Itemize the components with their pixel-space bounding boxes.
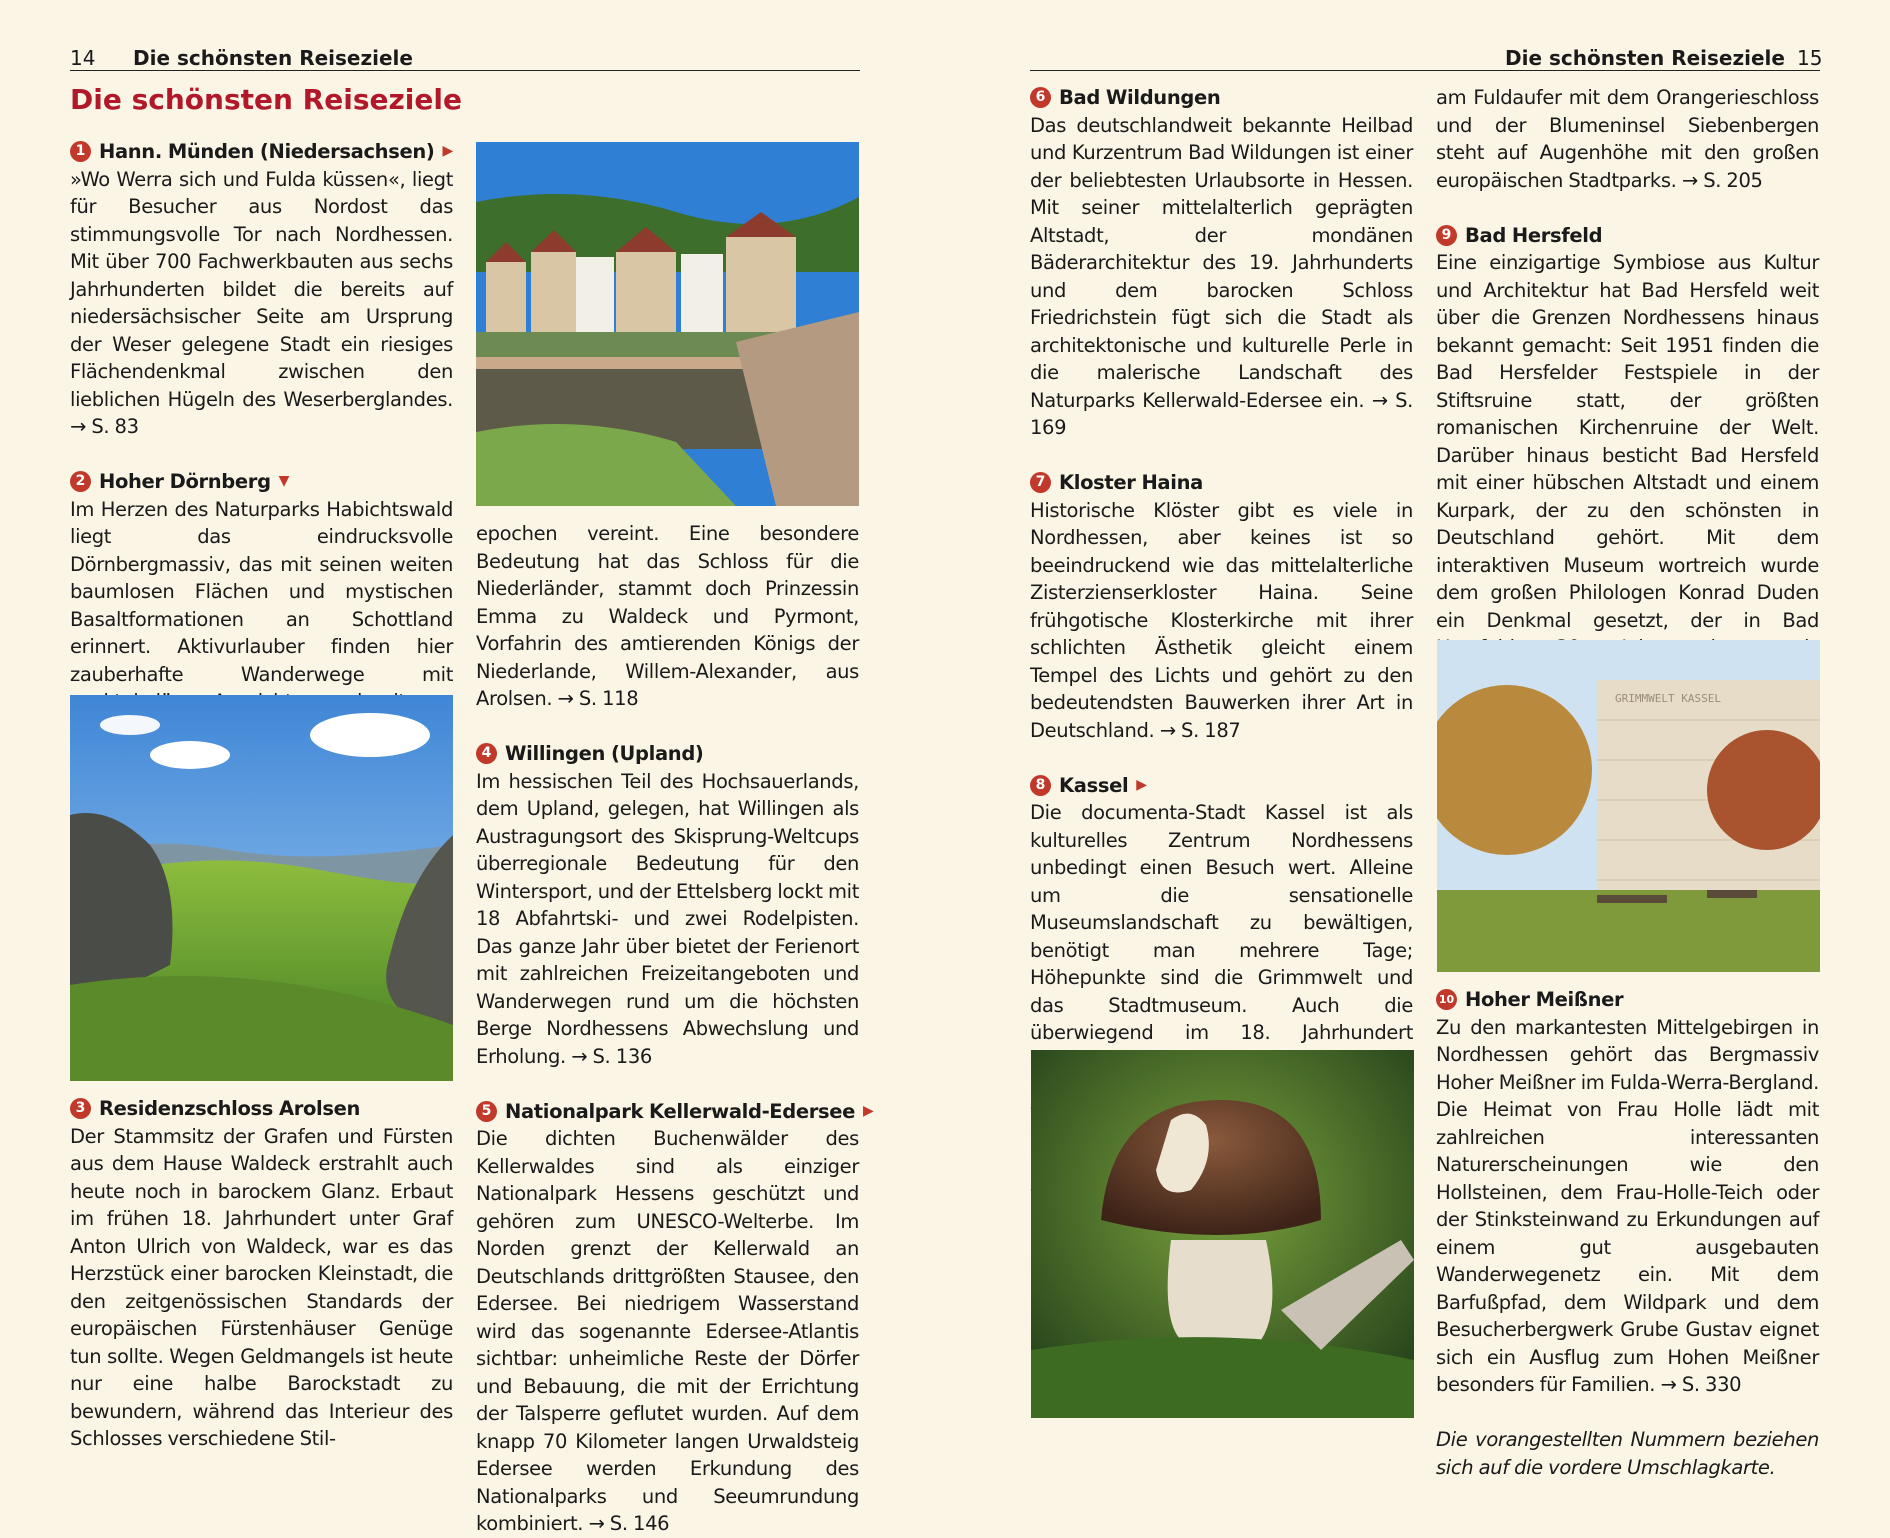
right-header-rule [1030, 70, 1820, 71]
destination-5-title: Nationalpark Kellerwald-Edersee [505, 1099, 856, 1123]
right-running-title: Die schönsten Reiseziele [1505, 46, 1785, 70]
column-4 [1436, 84, 1819, 689]
section-title: Die schönsten Reiseziele [70, 83, 462, 116]
destination-7-title: Kloster Haina [1059, 471, 1203, 494]
destination-9-number: 9 [1436, 225, 1457, 246]
destination-3-number: 3 [70, 1098, 91, 1119]
right-page-number: 15 [1797, 46, 1823, 70]
destination-6-text: Das deutschlandweit bekannte Heilbad und Kurzentrum Bad Wildungen ist einer der beliebtesten Urlaubsorte in Hessen. Mit seiner mittelalterlich geprägten Altstadt, der mondänen Bäderarchitektur des 19. Jahrhunderts und dem barocken Schloss Friedrichstein fügt sich die Stadt als architektonische und kulturelle Perle in die malerische Landschaft des Naturparks Kellerwald-Edersee ein. → S. 169 [1030, 113, 1413, 439]
destination-1-title: Hann. Münden (Niedersachsen) [99, 140, 435, 163]
destination-5-text: Die dichten Buchenwälder des Kellerwaldes sind als einziger Nationalpark Hessens geschützt und gehören zum UNESCO-Welterbe. Im Norden grenzt der Kellerwald an Deutschlands drittgrößten Stausee, den Edersee. Bei niedrigem Wasserstand wird das sogenannte Edersee-Atlantis sichtbar: unheimliche Reste der Dörfer und Bebauung, die mit der Errichtung der Talsperre geflutet wurden. Auf dem knapp 70 Kilometer langen Urwaldsteig Edersee werden Erkundung des Nationalparks und Seeumrundung kombiniert. → S. 146 [476, 1127, 859, 1535]
column-3 [1030, 84, 1413, 1212]
destination-8-heading [1030, 772, 1413, 800]
grimmwelt-inscription: GRIMMWELT KASSEL [1615, 692, 1721, 705]
photo-grimmwelt-kassel [1437, 640, 1820, 972]
play-icon: ▶ [442, 143, 453, 159]
photo-hann-muenden [476, 142, 859, 506]
photo-hoher-doernberg [70, 695, 453, 1081]
left-header-rule [70, 70, 860, 71]
destination-7-heading [1030, 469, 1413, 497]
destination-2-heading [70, 468, 453, 496]
column-1-continued [70, 1095, 453, 1453]
destination-7-number: 7 [1030, 472, 1051, 493]
destination-1-heading [70, 138, 453, 166]
destination-2-text: Im Herzen des Naturparks Habichtswald liegt das eindrucksvolle Dörnbergmassiv, das mit seinen weiten baumlosen Flächen und mystischen Basaltformationen an Schottland erinnert. Aktivurlauber finden hier zauberhafte Wanderwege mit [70, 497, 453, 686]
destination-4-heading [476, 740, 859, 768]
left-running-title: Die schönsten Reiseziele [133, 46, 413, 70]
destination-8-text-continued: am Fuldaufer mit dem Orangerieschloss und der Blumeninsel Siebenbergen steht auf Augenhöhe mit den großen europäischen Stadtparks. → S. 205 [1436, 86, 1819, 192]
destination-6-number: 6 [1030, 87, 1051, 108]
column-2 [476, 520, 874, 1538]
destination-3-text: Der Stammsitz der Grafen und Fürsten aus dem Hause Waldeck erstrahlt auch heute noch in barockem Glanz. Erbaut im frühen 18. Jahrhundert unter Graf Anton Ulrich von Waldeck, war es das Herzstück einer barocken Kleinstadt, die den zeitgenössischen Standards der europäischen Fürstenhäuser Genüge tun sollte. Wegen Geldmangels ist heute nur eine halbe Barockstadt zu bewundern, während das Interieur des Schlosses verschiedene Stil- [70, 1124, 453, 1450]
destination-9-heading [1436, 222, 1819, 250]
destination-10-number: 10 [1436, 989, 1457, 1010]
destination-10-title: Hoher Meißner [1465, 988, 1624, 1011]
destination-8-title: Kassel [1059, 773, 1129, 797]
destination-2-number: 2 [70, 471, 91, 492]
destination-4-title: Willingen (Upland) [505, 742, 704, 765]
destination-3-title: Residenzschloss Arolsen [99, 1097, 361, 1120]
triangle-down-icon: ▼ [278, 473, 290, 489]
destination-9-title: Bad Hersfeld [1465, 223, 1603, 247]
destination-5-number: 5 [476, 1101, 497, 1122]
left-page-number: 14 [70, 46, 96, 70]
destination-1-text: »Wo Werra sich und Fulda küssen«, liegt für Besucher aus Nordost das stimmungsvolle Tor nach Nordhessen. Mit über 700 Fachwerkbauten aus sechs Jahrhunderten bildet die bereits auf niedersächsischer Seite am Ursprung der Weser gelegene Stadt ein riesiges Flächendenkmal zwischen den lieblichen Hügeln des Weserberglandes. → S. 83 [70, 167, 453, 438]
destination-4-text: Im hessischen Teil des Hochsauerlands, dem Upland, gelegen, hat Willingen als Austragungsort des Skisprung-Weltcups überregionale Bedeutung für den Wintersport, und der Ettelsberg lockt mit 18 Abfahrtski- und zwei Rodelpisten. Das ganze Jahr über bietet der Ferienort mit zahlreichen Freizeitangeboten und Wanderwegen rund um die höchsten Berge Nordhessens Abwechslung und Erholung. → S. 136 [476, 769, 859, 1068]
destination-6-heading [1030, 84, 1413, 112]
destination-8-text: Die documenta-Stadt Kassel ist als kulturelles Zentrum Nordhessens unbedingt einen Besuch wert. Alleine um die sensationelle Museumslandschaft zu bewältigen, benötigt man mehrere Tage; Höhepunkte sind die Grimmwelt und das Stadtmuseum. Auch die überwiegend im 18. Jahrhundert [1030, 801, 1413, 1044]
destination-9-text: Eine einzigartige Symbiose aus Kultur und Architektur hat Bad Hersfeld weit über die Grenzen Nordhessens hinaus bekannt gemacht: Seit 1951 finden die Bad Hersfelder Festspiele in der Stiftsruine statt, der größten romanischen Kirchenruine der Welt. Darüber hinaus besticht Bad Hersfeld mit einer hübschen Altstadt und einem Kurpark, der zu den schönsten in Deutschland gehört. Mit dem interaktiven Museum wortreich wurde dem großen Philologen Konrad Duden ein Denkmal gesetzt, der in Bad [1436, 251, 1819, 632]
destination-5-heading [476, 1098, 874, 1126]
destination-7-text: Historische Klöster gibt es viele in Nordhessen, aber keines ist so beeindruckend wie das mittelalterliche Zisterzienserkloster Haina. Seine frühgotische Klosterkirche mit ihrer schlichten Ästhetik gleicht einem Tempel des Lichts und gehört zu den bedeutendsten Bauwerken ihrer Art in Deutschland. → S. 187 [1030, 498, 1413, 742]
destination-1-number: 1 [70, 141, 91, 162]
column-1 [70, 138, 453, 743]
footnote: Die vorangestellten Nummern beziehen sich auf die vordere Umschlagkarte. [1436, 1428, 1819, 1479]
play-icon: ▶ [1136, 776, 1147, 793]
destination-4-number: 4 [476, 743, 497, 764]
destination-3-text-continued: epochen vereint. Eine besondere Bedeutung hat das Schloss für die Niederländer, stammt doch Prinzessin Emma zu Waldeck und Pyrmont, Vorfahrin des amtierenden Königs der Niederlande, Willem-Alexander, aus Arolsen. → S. 118 [476, 522, 859, 710]
destination-10-text: Zu den markantesten Mittelgebirgen in Nordhessen gehört das Bergmassiv Hoher Meißner im Fulda-Werra-Bergland. Die Heimat von Frau Holle lädt mit zahlreichen interessanten Naturerscheinungen wie den Hollsteinen, dem Frau-Holle-Teich oder der Stinksteinwand zu Erkundungen auf einem gut ausgebauten Wanderwegenetz ein. Mit dem Barfußpfad, dem Wildpark und dem Besucherbergwerk Grube Gustav eignet sich ein Ausflug zum Hohen Meißner besonders für Familien. → S. 330 [1436, 1015, 1819, 1396]
destination-8-number: 8 [1030, 775, 1051, 796]
photo-mushroom-forest [1031, 1050, 1414, 1418]
play-icon: ▶ [863, 1102, 874, 1119]
destination-2-title: Hoher Dörnberg [99, 470, 271, 493]
destination-6-title: Bad Wildungen [1059, 86, 1221, 109]
column-4-continued [1436, 986, 1819, 1481]
destination-3-heading [70, 1095, 453, 1123]
destination-10-heading [1436, 986, 1819, 1014]
